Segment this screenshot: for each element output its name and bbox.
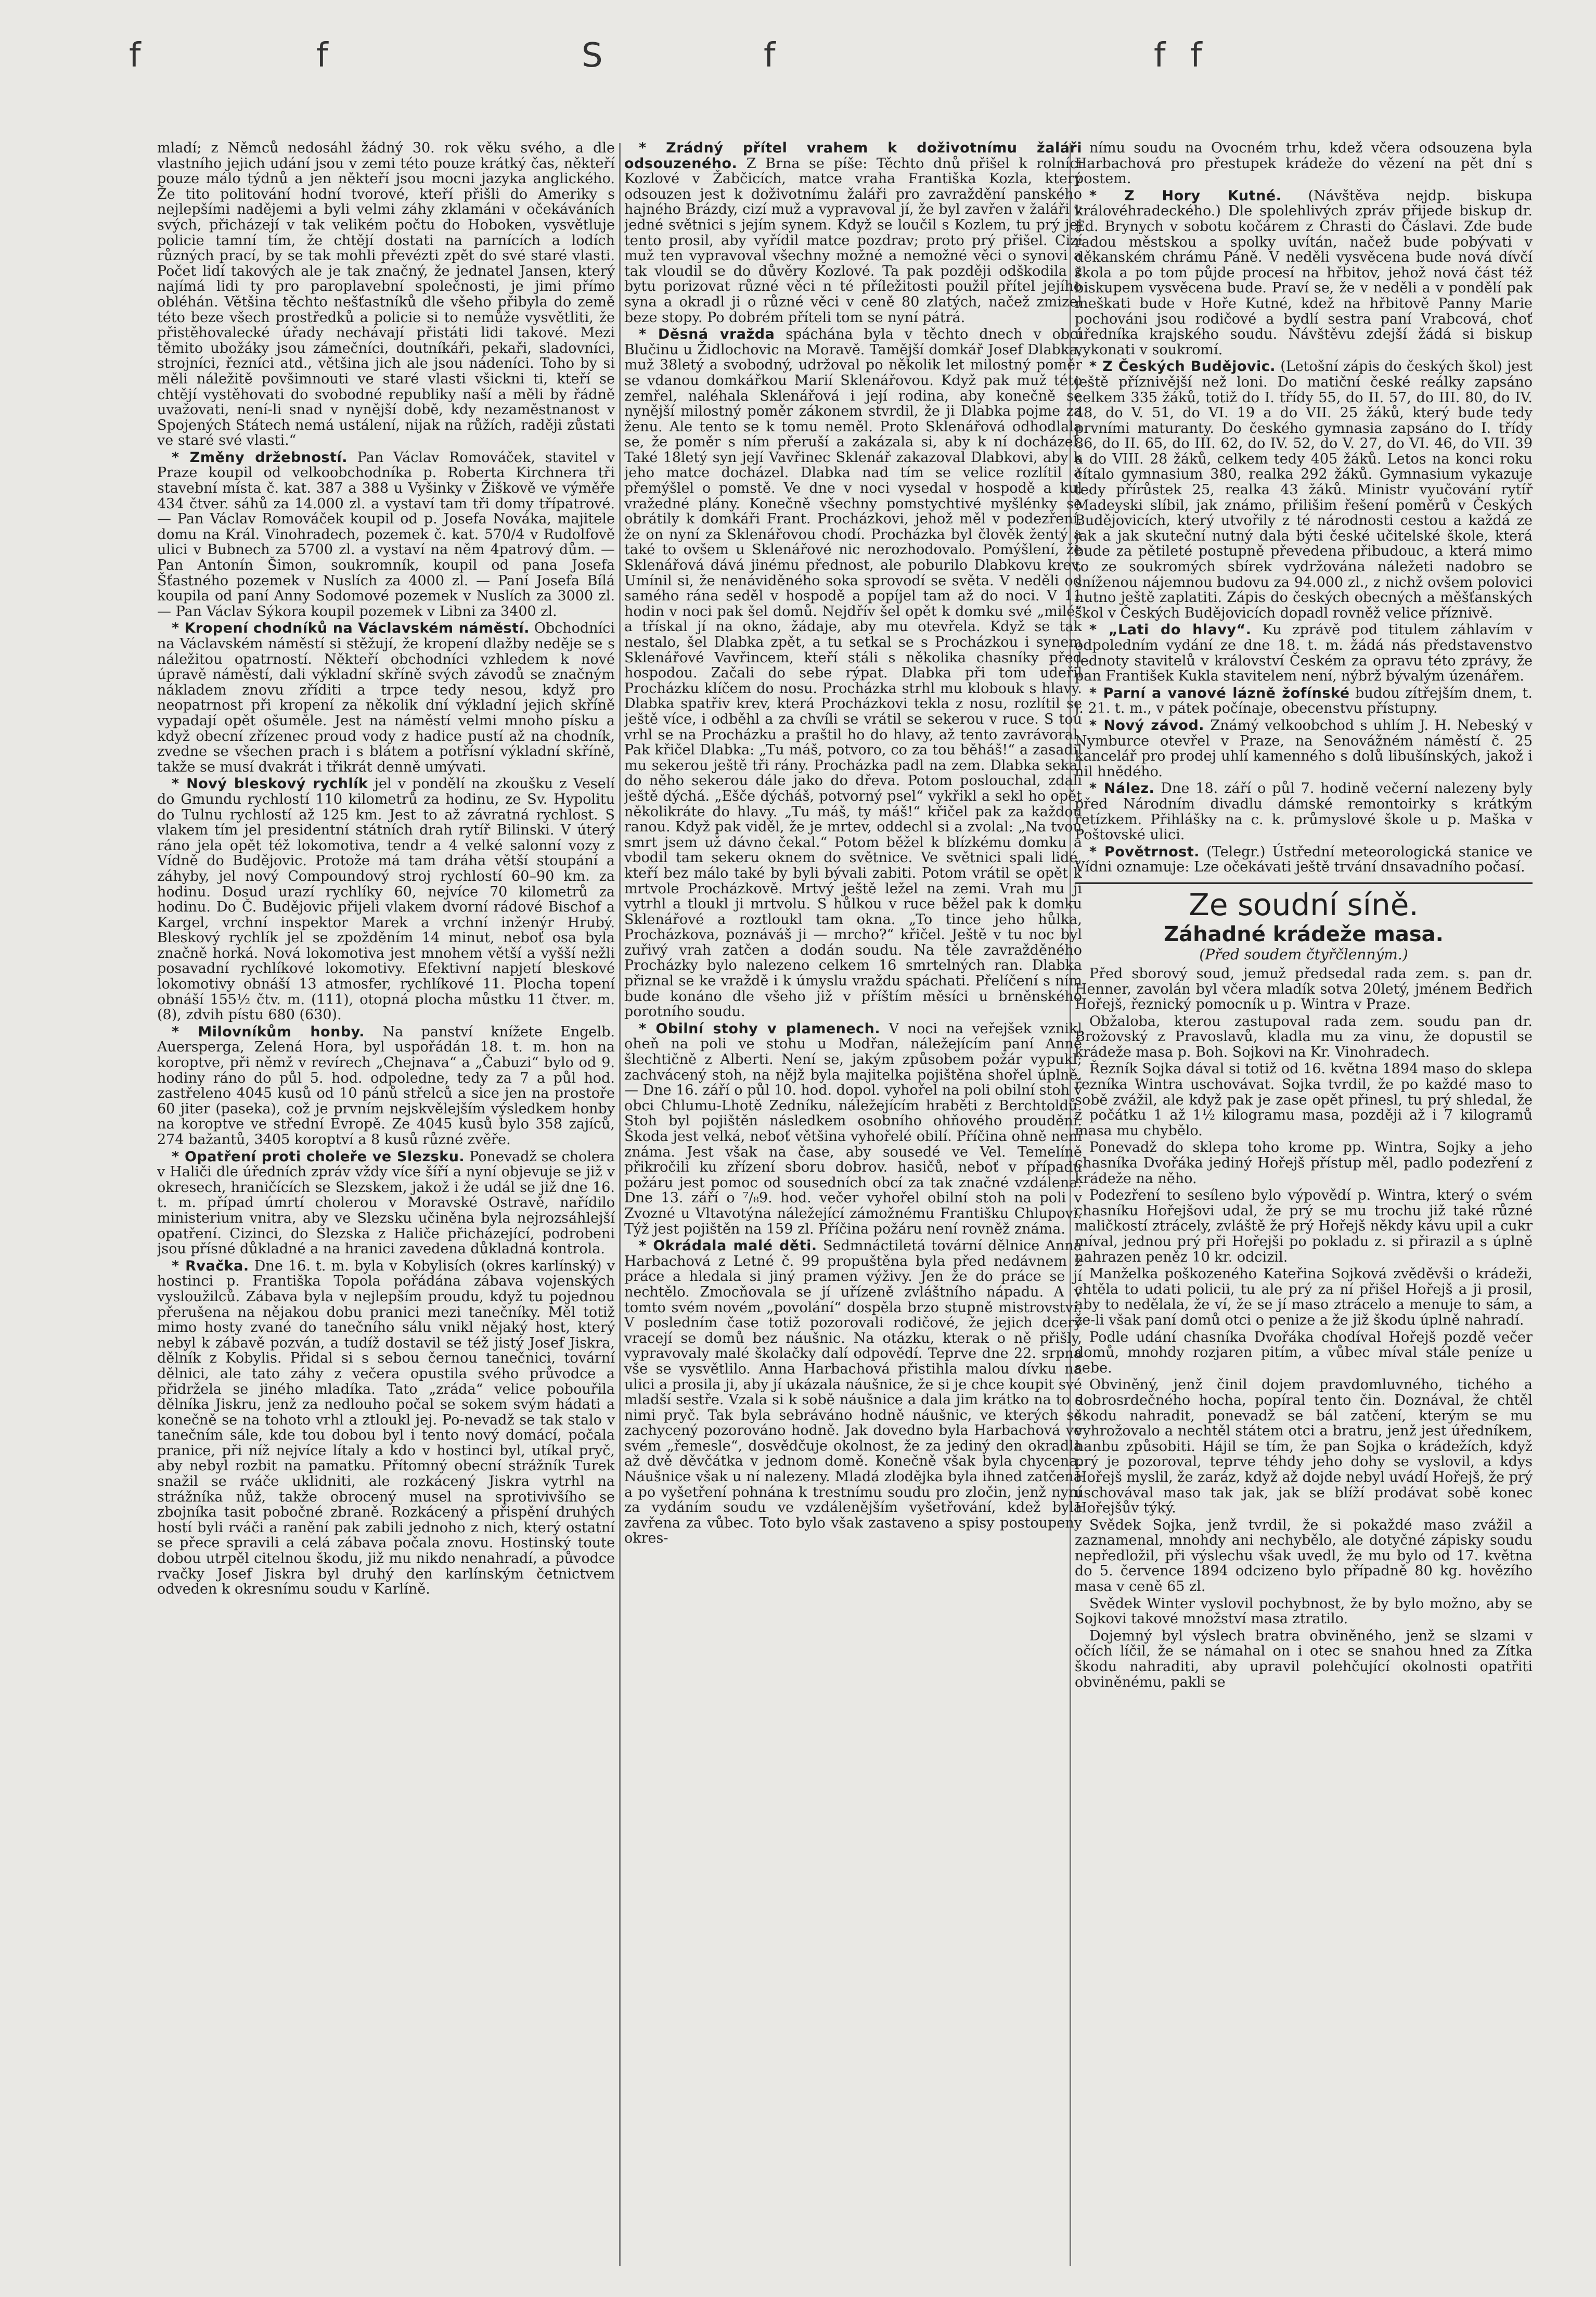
news-paragraph (1075, 966, 1533, 1012)
news-paragraph (1075, 140, 1533, 187)
news-paragraph (157, 1259, 615, 1597)
news-heading: * Milovníkům honby. (172, 1023, 365, 1040)
news-body-text: Svědek Sojka, jenž tvrdil, že si pokaždé maso zvážil a zaznamenal, mnohdy ani nechybělo, ale dotyčné zápisky soudu nepředložil, při výslechu však uvedl, že mu bylo od 17. května do 5. července 1894 odcizeno bylo případně 80 kg. hovězího masa v ceně 65 zl. (1075, 1517, 1533, 1595)
news-body-text: nímu soudu na Ovocném trhu, kdež včera odsouzena byla Harbachová pro přestupek krádeže do vězení na pět dní s postem. (1075, 140, 1533, 187)
news-paragraph (1075, 1518, 1533, 1595)
news-heading: * Nový bleskový rychlík (172, 776, 368, 792)
margin-mark: f (764, 36, 776, 75)
news-paragraph (1075, 781, 1533, 842)
news-paragraph (1075, 1014, 1533, 1060)
news-paragraph (1075, 1330, 1533, 1376)
news-heading: * Okrádala malé děti. (639, 1238, 817, 1254)
column-right (1075, 140, 1533, 2274)
news-paragraph (624, 140, 1082, 325)
news-paragraph (157, 621, 615, 775)
news-heading: * Nový závod. (1089, 717, 1205, 734)
column-left (157, 140, 615, 2274)
news-paragraph (1075, 1628, 1533, 1690)
news-heading: * Povětrnost. (1089, 843, 1200, 860)
news-body-text: mladí; z Němců nedosáhl žádný 30. rok věku svého, a dle vlastního jejich udání jsou v zemi této pouze krátký čas, někteří pouze málo týdnů a jen někteří jsou mocni jazyka anglického. Že tito politování hodní tvorové, kteří přišli do Ameriky s nejlepšími nadějemi a byli velmi záhy zklamáni v očekáváních svých, přicházejí v tak velikém počtu do Hoboken, vysvětluje policie tamní tím, že chtějí dostati na parnících a lodích různých prací, by se tak mohli převézti zpět do své staré vlasti. Počet lidí takových ale je tak značný, že jednatel Jansen, který najímá lidi ty pro paroplavební společnosti, je jimi přímo obléhán. Většina těchto nešťastníků dle všeho přibyla do země této beze všech prostředků a policie si to nemůže vysvětliti, že přistěhovalecké úřady nechávají přistáti lidi takové. Mezi těmito ubožáky jsou zámečníci, doutníkáři, pekaři, sladovníci, strojníci, řezníci atd., většina jich ale jsou nádeníci. Toho by si měli náležitě povšimnouti ve staré vlasti všickni ti, kteří se chtějí vystěhovati do svobodné republiky naší a měli by řádně uvažovati, není-li snad v nynější době, kdy nezaměstnanost v Spojených Státech nemá ustálení, nijak na růžích, raději zůstati ve staré své vlasti.“ (157, 140, 615, 449)
news-paragraph (1075, 718, 1533, 779)
news-paragraph (1075, 1061, 1533, 1138)
news-body-text: Na panství knížete Engelb. Auersperga, Zelená Hora, byl uspořádán 18. t. m. hon na koroptve, při němž v revírech „Chejnava“ a „Čabuzi“ bylo od 9. hodiny ráno do půl 5. hod. odpoledne, tedy za 7 a půl hod. zastřeleno 4045 kusů od 10 pánů střelců a sice jen na prostoře 60 jiter (paseka), což je prvním nejskvělejším výsledkem honby na koroptve ve střední Evropě. Ze 4045 kusů bylo 358 zajíců, 274 bažantů, 3405 koroptví a 8 kusů různé zvěře. (157, 1023, 615, 1148)
news-paragraph (1075, 1188, 1533, 1265)
news-body-text: Manželka poškozeného Kateřina Sojková zvěděvši o krádeži, chtěla to udati policii, tu ale prý za ní přišel Hořejš a ji prosil, aby to nedělala, že ví, že se jí maso ztrácelo a menuje to sám, a že-li však paní domů otci o penize a že již škodu úplně nahradí. (1075, 1266, 1533, 1328)
news-heading: * Změny držebností. (172, 449, 347, 466)
news-paragraph (157, 450, 615, 620)
news-paragraph (157, 140, 615, 448)
news-body-text: Ponevadž do sklepa toho krome pp. Wintra, Sojky a jeho chasníka Dvořáka jediný Hořejš přístup měl, padlo podezření z krádeže na něho. (1075, 1139, 1533, 1187)
news-body-text: Ku zprávě pod titulem záhlavím v odpoledním vydání ze dne 18. t. m. žádá nás představenstvo Jednoty stavitelů v království Českém za opravu této zprávy, že pan František Kukla stavitelem není, nýbrž bývalým úzenářem. (1075, 622, 1533, 685)
news-paragraph (624, 1238, 1082, 1546)
news-heading: * Z Českých Budějovic. (1089, 358, 1276, 375)
news-body-text: (Telegr.) Ústřední meteorologická stanice ve Vídni oznamuje: Lze očekávati ještě trvání dnsavadního počasí. (1075, 843, 1533, 876)
news-body-text: Dojemný byl výslech bratra obviněného, jenž se slzami v očích líčil, že se námahal on i otec se snahou hned za Zítka škodu nahraditi, aby upravil polehčující okolnosti opatřiti obviněnému, pakli se (1075, 1627, 1533, 1690)
news-body-text: Obviněný, jenž činil dojem pravdomluvného, tichého a dobrosrdečného hocha, popíral tento čin. Doznával, že chtěl škodu nahradit, ponevadž se bál zatčení, kterým se mu vyhrožovalo a nechtěl státem otci a bratru, jenž jest úředníkem, hanbu způsobiti. Hájil se tím, že pan Sojka o krádežích, když prý je pozoroval, teprve téhdy jeho dohy se vyslovil, a kdys Hořejš myslil, že zaráz, když až dojde nebyl uvádí Hořejš, že prý uschovával maso tak jak, jak se blíží prodávat sobě konec Hořejšův týký. (1075, 1377, 1533, 1517)
news-paragraph (1075, 1596, 1533, 1627)
news-heading: * „Lati do hlavy“. (1089, 622, 1252, 638)
column-rule (619, 143, 621, 2266)
news-heading: * Nález. (1089, 780, 1155, 797)
header-margin-marks (0, 36, 1596, 83)
news-paragraph (157, 1149, 615, 1257)
news-heading: * Obilní stohy v plamenech. (639, 1020, 881, 1037)
news-paragraph (624, 327, 1082, 1020)
news-body-text: Obchodníci na Václavském náměstí si stěžují, že kropení dlažby neděje se s náležitou opatrností. Někteří obchodníci vzhledem k nové úpravě náměstí, dali výkladní skříně svých závodů se značným nákladem znovu zříditi a trpce tedy nesou, když pro neopatrnost při kropení za několik dní výkladní jejich skříně vypadají opět ošuměle. Jest na náměstí velmi mnoho písku a když obecní zřízenec proud vody z hadice pustí až na chodník, zvedne se všechen prach i s blátem a potřísní výkladní skříně, takže se musí dvakrát i třikrát denně umývati. (157, 620, 615, 775)
news-heading: * Parní a vanové lázně žofínské (1089, 685, 1350, 701)
news-paragraph (1075, 188, 1533, 358)
news-body-text: V noci na veřejšek vznikl oheň na poli ve stohu u Modřan, náležejícím paní Anně šlechtičně z Alberti. Není se, jakým způsobem požár vypukl; zachvácený stoh, na nějž byla majitelka pojištěna shořel úplně. — Dne 16. září o půl 10. hod. dopol. vyhořel na poli obilní stoh v obci Chlumu-Lhotě Zedníku, náležejícím hraběti z Berchtoldů. Stoh byl pojištěn následkem osobního ohňového proudění. Škoda jest velká, neboť většina vyhořelé obilí. Příčina ohně není známa. Jest však na čase, aby sousedé ve Vel. Temelíně přikročili ku zřízení sboru dobrov. hasičů, neboť v případu požáru jest pomoc od sousedních obcí za tak značné vzdálena. Dne 13. září o ⁷/₈9. hod. večer vyhořel obilní stoh na poli v Zvozné u Vltavotýna náležející zámožnému Františku Chlupovi. Týž jest pojištěn na 159 zl. Příčina požáru není rovněž známa. (624, 1020, 1082, 1237)
section-rubric: Ze soudní síně. (1075, 882, 1533, 921)
article-subheadline: (Před soudem čtyřčlenným.) (1199, 945, 1408, 963)
news-paragraph (157, 776, 615, 1023)
news-heading: * Rvačka. (172, 1257, 249, 1274)
news-heading: * Děsná vražda (639, 326, 775, 343)
news-body-text: Ponevadž se cholera v Haliči dle úředních zpráv vždy více šíří a nyní objevuje se již v okresech, hraničících se Slezskem, jakož i že udál se již dne 16. t. m. případ úmrtí cholerou v Moravské Ostravě, nařídilo ministerium vnitra, aby ve Slezsku učiněna byla nejrozsáhlejší opatření. Cizinci, do Slezska z Haliče přicházející, podrobeni jsou přísné důkladné a na hranici zavedena důkladná kontrola. (157, 1148, 615, 1257)
news-paragraph (1075, 1377, 1533, 1516)
news-paragraph (157, 1024, 615, 1148)
news-body-text: Sedmnáctiletá tovární dělnice Anna Harbachová z Letné č. 99 propuštěna byla před nedávnem z práce a hledala si jiný pramen výživy. Jen že do práce se jí nechtělo. Zmocňovala se jí uřízeně zvláštního nápadu. A v tomto svém novém „povolání“ dospěla brzo stupně mistrovství. V posledním čase totiž pozorovali rodičové, že jejich dcery vracejí se domů bez náušnic. Na otázku, kterak o ně přišly, vypravovaly malé školačky dalí odpovědí. Teprve dne 22. srpna vše se vysvětlilo. Anna Harbachová přistihla malou dívku na ulici a prosila ji, aby jí ukázala náušnice, že si je chce koupit své mladší sestře. Vzala si k sobě náušnice a dala jim krátko na to s nimi pryč. Tak byla sebráváno hodně náušnic, ve kterých se zachycený pozorováno hodně. Jak dovedno byla Harbachová ve svém „řemesle“, dosvědčuje okolnost, že za jediný den okradla až dvě děvčátka v jednom domě. Konečně však byla chycena. Náušnice však u ní nalezeny. Mladá zlodějka byla ihned zatčena a po vyšetření pohnána k trestnímu soudu pro zločin, jenž nyní za vydáním soudu ve vzdálenějším vyšetřování, kdež byla zavřena za vůbec. Toto bylo však zastaveno a spisy postoupeny okres- (624, 1238, 1082, 1547)
news-paragraph (1075, 844, 1533, 875)
news-paragraph (624, 1021, 1082, 1237)
news-body-text: budou zítřejším dnem, t. j. 21. t. m., v pátek počínaje, obecenstvu přístupny. (1075, 685, 1533, 717)
news-body-text: Dne 16. t. m. byla v Kobylisích (okres karlínský) v hostinci p. Františka Topola pořádána zábava vojenských vysloužilců. Zábava byla v nejlepším proudu, když tu pojednou přerušena na nějakou dobu pranici mezi tanečníky. Měl totiž mimo hosty zvané do tanečního sálu vnikl nějaký host, který nebyl k zábavě pozván, a tudíž dostavil se též jistý Josef Jiskra, dělník z Kobylis. Přidal si s sebou černou tanečnici, tovární dělnici, ale tato záhy z večera opustila svého průvodce a přidržela se jiného mladíka. Tato „zráda“ velice pobouřila dělníka Jiskru, jenž za nedlouho počal se sokem svým hádati a konečně se na tohoto vrhl a ztloukl jej. Po-nevadž se tak stalo v tanečním sále, kde tou dobou byl i tento nový domácí, počala pranice, při níž nejvíce lítaly a kdo v hostinci byl, utíkal pryč, aby nebyl rozbit na pamatku. Přítomný obecní strážník Turek snažil se rváče uklidniti, ale rozkácený Jiskra vytrhl na strážníka nůž, takže obrocený musel na sprotivivšího se zbojníka tasit pobočné zbraně. Rozkácený a přispění druhých hostí byli rváči a ranění pak zabili jednoho z nich, který ostatní se přece spravili a celá zábava počala znovu. Hostinský toute dobou utrpěl citelnou škodu, již mu nikdo nenahradí, a původce rvačky Josef Jiskra byl druhý den karlínským četnictvem odveden k okresnímu soudu v Karlíně. (157, 1257, 615, 1598)
margin-mark: f (1190, 36, 1202, 75)
news-body-text: Z Brna se píše: Těchto dnů přišel k rolníci Kozlové v Žabčicích, matce vraha Františka Kozla, který odsouzen jest k doživotnímu žaláři pro zavraždění panského hajného Brázdy, cizí muž a vypravoval jí, že byl zavřen v žaláři v jedné světnici s jejím synem. Když se loučil s Kozlem, tu prý jej tento prosil, aby vyřídil matce pozdrav; proto prý přišel. Cizí muž ten vypravoval všechny možné a nemožné věci o synovi a tak vloudil se do důvěry Kozlové. Ta pak později odškodila z bytu porizovat různé věci n té příležitosti použil přítel jejího syna a okradl ji o různé věci v ceně 80 zlatých, načež zmizel beze stopy. Po dobrém příteli tom se nyní pátrá. (624, 155, 1082, 326)
news-body-text: jel v pondělí na zkoušku z Veselí do Gmundu rychlostí 110 kilometrů za hodinu, ze Sv. Hypolitu do Tulnu rychlostí až 125 km. Jest to až závratná rychlost. S vlakem tím jel presidentní státních drah rytíř Bilinski. V úterý ráno jela opět též lokomotiva, tendr a 4 velké salonní vozy z Vídně do Budějovic. Protože má tam dráha větší stoupání a záhyby, jel nový Compoundový stroj rychlostí 60–90 km. za hodinu. Dosud urazí rychlíky 60, nejvíce 70 kilometrů za hodinu. Do Č. Budějovic přijeli vlakem dvorní rádové Bischof a Kargel, vrchní inspektor Marek a vrchní inženýr Hrubý. Bleskový rychlík jel se zpožděním 14 minut, neboť osa byla značně horká. Nová lokomotiva jest mnohem větší a vyšší nežli posavadní rychlíkové lokomotivy. Efektivní napjetí bleskové lokomotivy obnáší 13 atmosfer, rychlíkové 11. Plocha topení obnáší 155½ čtv. m. (111), otopná plocha můstku 11 čtver. m. (8), zdvih pístu 680 (630). (157, 776, 615, 1023)
news-body-text: Pan Václav Romováček, stavitel v Praze koupil od velkoobchodníka p. Roberta Kirchnera tři stavební místa č. kat. 387 a 388 u Vyšinky v Žiškově ve výměře 434 čtver. sáhů za 14.000 zl. a vystaví tam tři domy třípatrové. — Pan Václav Romováček koupil od p. Josefa Nováka, majitele domu na Král. Vinohradech, pozemek č. kat. 570/4 v Rudolfově ulici v Bubnech za 5700 zl. a vystaví na něm 4patrový dům. — Pan Antonín Šimon, soukromník, koupil od pana Josefa Šťastného pozemek v Nuslích za 4000 zl. — Paní Josefa Bílá koupila od paní Anny Sodomové pozemek v Nuslích za 3000 zl. — Pan Václav Sýkora koupil pozemek v Libni za 3400 zl. (157, 449, 615, 620)
news-body-text: Známý velkoobchod s uhlím J. H. Nebeský v Nymburce otevřel v Praze, na Senovážném náměstí č. 25 kancelář pro prodej uhlí kamenného s dolů libušínských, jakož i nil hnědého. (1075, 717, 1533, 780)
news-body-text: Podle udání chasníka Dvořáka chodíval Hořejš pozdě večer domů, mnohdy rozjaren pitím, a vůbec míval stále peníze u sebe. (1075, 1329, 1533, 1376)
news-paragraph (1075, 1266, 1533, 1328)
news-body-text: Dne 18. září o půl 7. hodině večerní nalezeny byly před Národním divadlu dámské remontoirky s krátkým řetízkem. Přihlášky na c. k. průmyslové škole u p. Maška v Poštovské ulici. (1075, 780, 1533, 843)
news-heading: * Kropení chodníků na Václavském náměstí. (172, 620, 530, 637)
margin-mark: f (129, 36, 141, 75)
article-headline: Záhadné krádeže masa. (1164, 922, 1444, 946)
news-body-text: Před sborový soud, jemuž předsedal rada zem. s. pan dr. Henner, zavolán byl včera mladík sotva 20letý, jménem Bedřich Hořejš, řeznický pomocník u p. Wintra v Praze. (1075, 965, 1533, 1013)
news-paragraph (1075, 686, 1533, 716)
news-body-text: (Návštěva nejdp. biskupa královéhradeckého.) Dle spolehlivých zpráv přijede biskup dr. Ed. Brynych v sobotu kočárem z Chrasti do Čáslavi. Zde bude radou městskou a spolky uvítán, načež bude pobývati v děkanském chrámu Páně. V neděli vysvěcena bude nová dívčí škola a po tom půjde procesí na hřbitov, jehož nová část též biskupem vysvěcena bude. Praví se, že v neděli a v pondělí pak meškati bude v Hoře Kutné, kdež na hřbitově Panny Marie pochováni jsou rodičové a bydlí sestra paní Vrabcová, choť úředníka krajského soudu. Návštěvu zdejší žádá si biskup vykonati v soukromí. (1075, 187, 1533, 358)
news-heading: * Z Hory Kutné. (1089, 187, 1282, 204)
column-middle (624, 140, 1082, 2274)
news-body-text: (Letošní zápis do českých škol) jest ještě příznivější než loni. Do matiční české reálky zapsáno celkem 335 žáků, totiž do I. třídy 55, do II. 57, do III. 80, do IV. 48, do V. 51, do VI. 19 a do VII. 25 žáků, který bude tedy prvními maturanty. Do českého gymnasia zapsáno do I. třídy 86, do II. 65, do III. 62, do IV. 52, do V. 27, do VI. 46, do VII. 39 a do VIII. 28 žáků, celkem tedy 405 žáků. Letos na konci roku čítalo gymnasium 380, realka 292 žáků. Gymnasium vykazuje tedy přírůstek 25, realka 43 žáků. Ministr vyučování rytíř Madeyski slíbil, jak známo, přilišim řešení poměrů v Českých Budějovicích, který utvořily z té národnosti cestou a každá ze jak a jak skuteční nutný dala býti české učitelské škole, která bude za pětileté postupně převedena přibudouc, a která mimo to ze soukromých sbírek vydržována náležeti nadobro se sníženou nájemnou budovu za 94.000 zl., z nichž ovšem polovici nutno ještě zaplatiti. Zápis do českých obecných a měšťanských škol v Českých Budějovicích dopadl rovněž velice příznivě. (1075, 358, 1533, 621)
news-body-text: Podezření to sesíleno bylo výpovědí p. Wintra, který o svém chasníku Hořejšovi udal, že prý se mu trochu již také různé maličkostí ztrácely, zvláště že prý Hořejš někdy kávu upil a cukr míval, jednou prý při Hořejši po pokladu z. si přirazil a s úplně nahrazen peněz 10 kr. odcizil. (1075, 1187, 1533, 1265)
margin-mark: f (1154, 36, 1166, 75)
news-paragraph (1075, 622, 1533, 684)
news-body-text: Obžaloba, kterou zastupoval rada zem. soudu pan dr. Brožovský z Pravoslavů, kladla mu za vinu, že dopustil se krádeže masa p. Boh. Sojkovi na Kr. Vinohradech. (1075, 1013, 1533, 1060)
news-body-text: Svědek Winter vyslovil pochybnost, že by bylo možno, aby se Sojkovi takové množství masa ztratilo. (1075, 1595, 1533, 1627)
margin-mark: f (316, 36, 328, 75)
news-body-text: Řezník Sojka dával si totiž od 16. května 1894 maso do sklepa řezníka Wintra uschovávat. Sojka tvrdil, že po každé maso to sobě zvážil, ale když pak je zase opět přinesl, tu prý shledal, že z počátku 1 až 1½ kilogramu masa, později až i 7 kilogramů masa mu chybělo. (1075, 1061, 1533, 1139)
news-heading: * Opatření proti choleře ve Slezsku. (172, 1148, 465, 1165)
margin-mark: S (582, 36, 603, 75)
news-paragraph (1075, 1140, 1533, 1186)
news-body-text: spáchána byla v těchto dnech v obci Blučinu u Židlochovic na Moravě. Tamější domkář Josef Dlabka, muž 38letý a svobodný, udržoval po několik let milostný poměr se vdanou domkářkou Marií Sklenářovou. Když pak muž této zemřel, naléhala Sklenářová i její rodina, aby konečně se nynější milostný poměr zákonem stvrdil, že ji Dlabka pojme za ženu. Ale tento se k tomu neměl. Proto Sklenářová odhodlala se, že poměr s ním přeruší a zakázala si, aby k ní docházel. Také 18letý syn její Vavřinec Sklenář zakazoval Dlabkovi, aby k jeho matce docházel. Dlabka nad tím se velice rozlítil a přemýšlel o pomstě. Ve dne v noci vysedal v hospodě a kul vražedné plány. Konečně všechny pomstychtivé myšlénky se obrátily k domkáři Frant. Procházkovi, jehož měl v podezření, že on nyní za Sklenářovou chodí. Procházka byl člověk žentý a také to ovšem u Sklenářové nic nerozhodovalo. Pomýšlení, že Sklenářová dává jinému přednost, ale poburilo Dlabkovu krev. Umínil si, že nenáviděného soka sprovodí se světa. V neděli od samého rána seděl v hospodě a popíjel tam až do noci. V 11 hodin v noci pak šel domů. Nejdřív šel opět k domku své „milé“ a třískal jí na okno, žádaje, aby mu otevřela. Když se tak nestalo, šel Dlabka zpět, a tu setkal se s Procházkou i synem Sklenářové Vavřincem, kteří stáli s několika chasníky před hospodou. Začali do sebe rýpat. Dlabka při tom udeřil Procházku klíčem do nosu. Procházka strhl mu klobouk s hlavy. Dlabka spatřiv krev, která Procházkovi tekla z nosu, rozlítil se ještě více, i odběhl a za chvíli se vrátil se sekerou v ruce. S tou vrhl se na Procházku a praštil ho do hlavy, až tento zavrávoral. Pak křičel Dlabka: „Tu máš, potvoro, co za tou běháš!“ a zasadil mu sekerou ještě tři rány. Procházka padl na zem. Dlabka sekal do něho sekerou dále jako do dřeva. Potom poslouchal, zdali ještě dýchá. „Ešče dýcháš, potvorný psel“ vykřikl a sekl ho opět několikráte do hlavy. „Tu máš, ty máš!“ křičel pak za každou ranou. Když pak viděl, že je mrtev, oddechl si a zvolal: „Na tvou smrt jsem už dávno čekal.“ Potom běžel k blízkému domku a vbodil tam sekeru oknem do světnice. Ve světnici spali lidé, kteří bez málo také by byli bývali zabiti. Potom vrátil se opět k mrtvole Procházkově. Mrtvý ještě ležel na zemi. Vrah mu ji vytrhl a tloukl ji mrtvolu. S hůlkou v ruce běžel pak k domku Sklenářové a roztloukl tam okna. „To tince jeho hůlka, Procházkova, poznáváš ji — mrcho?“ křičel. Ještě v tu noc byl zuřivý vrah zatčen a dodán soudu. Na těle zavražděného Procházky bylo nalezeno celkem 16 smrtelných ran. Dlabka přiznal se ke vraždě i k úmyslu vraždu spáchati. Přelíčení s ním bude konáno dle všeho již v příštím měsíci u brněnského porotního soudu. (624, 326, 1082, 1020)
news-heading: * Zrádný přítel vrahem k doživotnímu žaláři odsouzeného. (624, 140, 1082, 172)
news-paragraph (1075, 359, 1533, 621)
